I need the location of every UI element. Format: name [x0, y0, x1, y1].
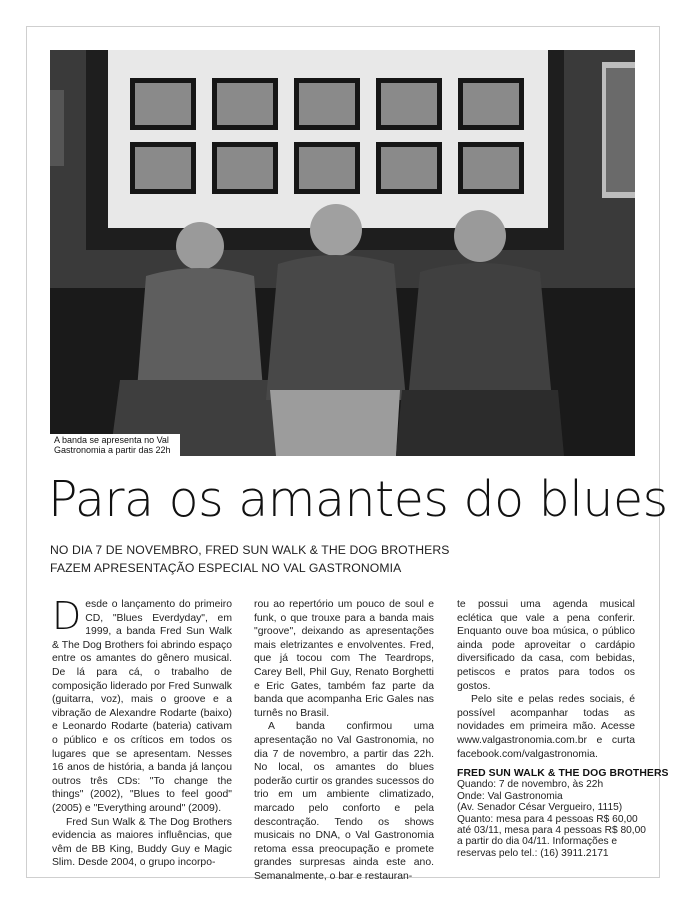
event-info-box: [457, 768, 669, 859]
event-info-line: a partir do dia 04/11. Informações e: [457, 836, 618, 848]
article-paragraph: A banda confirmou uma apresentação no Val Gastronomia, no dia 7 de novembro, a partir das 22h. No local, os amantes do blues poderão curtir os grandes sucessos do trio em um ambiente climatizado, marcado pelo conforto e pela descontração. Tendo os shows musicais no DNA, o Val Gastronomia retoma essa preocupação e promete grandes surpresas ainda este ano. Semanalmente, o bar e restauran-: [254, 721, 434, 882]
photo-caption-line1: A banda se apresenta no Val: [54, 435, 169, 445]
event-info-title: FRED SUN WALK & THE DOG BROTHERS: [457, 768, 669, 779]
article-paragraph: [52, 594, 232, 816]
article-paragraph: Fred Sun Walk & The Dog Brothers evidencia as maiores influências, que vêm de BB King, Buddy Guy e Magic Slim. Desde 2004, o grupo incorpo-: [52, 816, 232, 869]
article-column-1: [52, 594, 232, 870]
event-info-line: Quando: 7 de novembro, às 22h: [457, 779, 604, 791]
article-column-2: [254, 598, 434, 883]
article-paragraph-text: esde o lançamento do primeiro CD, "Blues Everdyday", em 1999, a banda Fred Sun Walk & The Dog Brothers foi abrindo espaço entre os amantes do gênero musical. De lá para cá, o trabalho de composição liderado por Fred Sunwalk (guitarra, voz), mais o groove e a vibração de Alexandre Rodarte (baixo) e Leonardo Rodarte (bateria) cativam o público e os críticos em todos os lugares que se apresentam. Nesses 16 anos de história, a banda já lançou outros três CDs: "To change the things" (2002), "Blues to feel good" (2005) e "Everything around" (2009).: [52, 599, 232, 814]
photo-caption: [50, 434, 180, 456]
deck-line2: FAZEM APRESENTAÇÃO ESPECIAL NO VAL GASTRONOMIA: [50, 561, 402, 575]
event-info-line: (Av. Senador César Vergueiro, 1115): [457, 802, 623, 814]
article-paragraph: Pelo site e pelas redes sociais, é possível acompanhar todas as novidades em primeira mão. Acesse www.valgastronomia.com.br e curta facebook.com/valgastronomia.: [457, 694, 635, 760]
band-photo-illustration: [50, 50, 635, 456]
event-info-line: Onde: Val Gastronomia: [457, 790, 563, 802]
band-photo: [50, 50, 635, 456]
drop-cap: D: [52, 594, 82, 638]
event-info-line: reservas pelo tel.: (16) 3911.2171: [457, 847, 609, 859]
event-info-line: Quanto: mesa para 4 pessoas R$ 60,00: [457, 813, 638, 825]
article-paragraph: rou ao repertório um pouco de soul e funk, o que trouxe para a banda mais "groove", deixando as apresentações mais eletrizantes e envolventes. Fred, que já tocou com The Teardrops, Carey Bell, Phil Guy, Renato Borghetti e Eric Gates, também faz parte da banda que acompanha Eric Gales nas turnês no Brasil.: [254, 599, 434, 719]
event-info-line: até 03/11, mesa para 4 pessoas R$ 80,00: [457, 825, 646, 837]
article-paragraph: te possui uma agenda musical eclética que vale a pena conferir. Enquanto ouve boa música, o público ainda pode aproveitar o cardápio diversificado da casa, com bebidas, petiscos e pratos para todos os gostos.: [457, 599, 635, 692]
deck-line1: NO DIA 7 DE NOVEMBRO, FRED SUN WALK & THE DOG BROTHERS: [50, 543, 450, 557]
deck: [50, 541, 470, 577]
headline: Para os amantes do blues: [48, 471, 668, 528]
article-column-3: [457, 598, 635, 761]
photo-caption-line2: Gastronomia a partir das 22h: [54, 445, 171, 455]
